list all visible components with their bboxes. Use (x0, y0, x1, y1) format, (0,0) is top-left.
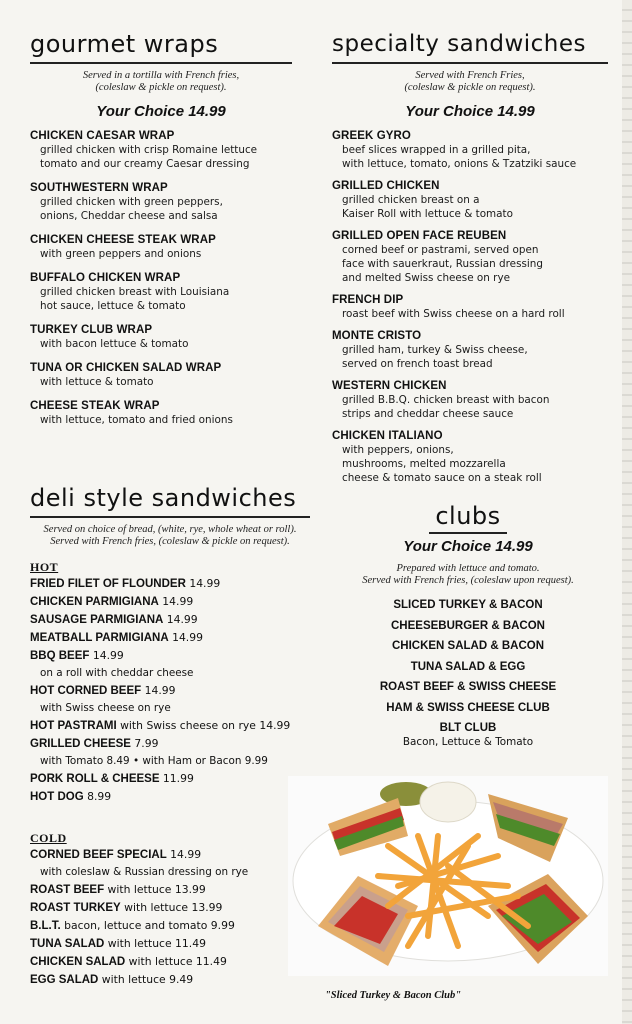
specialty-item-name: CHICKEN ITALIANO (332, 430, 443, 442)
cold-item-detail: with coleslaw & Russian dressing on rye (40, 866, 249, 878)
clubs-title: clubs (429, 502, 506, 534)
wrap-item-name: SOUTHWESTERN WRAP (30, 182, 168, 194)
hot-item-price: 8.99 (83, 790, 112, 803)
specialty-item-name: GRILLED CHICKEN (332, 180, 440, 192)
specialty-item-desc: roast beef with Swiss cheese on a hard roll (342, 308, 565, 320)
specialty-item-name: MONTE CRISTO (332, 330, 422, 342)
hot-item-price: 14.99 (89, 649, 124, 662)
cold-item-price: with lettuce 13.99 (120, 901, 223, 914)
wrap-item-desc: with green peppers and onions (40, 248, 202, 260)
wrap-item-desc: grilled chicken with crisp Romaine lettuce (40, 144, 258, 156)
specialty-item-desc: corned beef or pastrami, served open (342, 244, 539, 256)
wrap-item-desc: with lettuce, tomato and fried onions (40, 414, 233, 426)
wrap-item (30, 129, 292, 171)
club-item: HAM & SWISS CHEESE CLUB (386, 701, 550, 714)
hot-item (30, 611, 310, 629)
specialty-item (332, 293, 608, 321)
specialty-item (332, 379, 608, 421)
hot-item-name: SAUSAGE PARMIGIANA (30, 614, 164, 626)
specialty-item (332, 179, 608, 221)
specialty-rule (332, 62, 608, 64)
specialty-item (332, 429, 608, 485)
hot-item-price: 14.99 (168, 631, 203, 644)
cold-item (30, 935, 310, 953)
specialty-item (332, 229, 608, 285)
wrap-item-desc: grilled chicken breast with Louisiana (40, 286, 230, 298)
club-item: ROAST BEEF & SWISS CHEESE (379, 681, 557, 693)
hot-item-detail: with Swiss cheese on rye (40, 702, 171, 714)
hot-item-detail: on a roll with cheddar cheese (40, 667, 194, 679)
wrap-item (30, 399, 292, 427)
specialty-subtitle-line1: Served with French Fries, (415, 70, 525, 81)
deli-title: deli style sandwiches (30, 484, 297, 512)
hot-item (30, 770, 310, 788)
hot-item-name: GRILLED CHEESE (30, 738, 131, 750)
club-sandwich-illustration (288, 776, 608, 976)
hot-item-price: 7.99 (130, 737, 159, 750)
wraps-subtitle-line1: Served in a tortilla with French fries, (82, 70, 240, 81)
hot-item-name: PORK ROLL & CHEESE (30, 773, 160, 785)
cold-item (30, 899, 310, 917)
clubs-section (334, 502, 602, 749)
club-item: TUNA SALAD & EGG (410, 660, 526, 673)
hot-item-price: 14.99 (158, 595, 194, 608)
hot-item-name: HOT DOG (30, 791, 84, 803)
club-item: BLT CLUB (439, 722, 497, 734)
specialty-item-desc: mushrooms, melted mozzarella (342, 458, 506, 470)
club-item-desc: Bacon, Lettuce & Tomato (402, 735, 534, 748)
hot-item-detail: with Tomato 8.49 • with Ham or Bacon 9.99 (40, 755, 268, 767)
cold-item-name: CORNED BEEF SPECIAL (30, 849, 167, 861)
cold-item-price: bacon, lettuce and tomato 9.99 (60, 919, 235, 932)
hot-item (30, 735, 310, 753)
wrap-item (30, 181, 292, 223)
wraps-title: gourmet wraps (30, 30, 219, 58)
cold-item-name: ROAST BEEF (30, 884, 105, 896)
hot-item (30, 717, 310, 735)
cold-item (30, 953, 310, 971)
clubs-list (334, 595, 602, 749)
specialty-list (332, 129, 608, 485)
wraps-choice: Your Choice 14.99 (96, 103, 226, 120)
wrap-item (30, 361, 292, 389)
specialty-item-desc: beef slices wrapped in a grilled pita, (342, 144, 531, 156)
wrap-item-name: CHICKEN CAESAR WRAP (30, 130, 175, 142)
hot-item-price: 14.99 (141, 684, 176, 697)
specialty-item-name: GREEK GYRO (332, 130, 411, 142)
cold-item-price: with lettuce 11.49 (104, 937, 206, 950)
hot-item (30, 788, 310, 806)
wrap-item-name: TUNA OR CHICKEN SALAD WRAP (30, 362, 222, 374)
cold-item (30, 971, 310, 989)
wrap-item-name: CHEESE STEAK WRAP (30, 400, 160, 412)
deli-subtitle (30, 524, 310, 548)
specialty-item-desc: cheese & tomato sauce on a steak roll (342, 472, 542, 484)
hot-item-price: with Swiss cheese on rye 14.99 (116, 719, 291, 732)
deli-subtitle-line2: Served with French fries, (coleslaw & pickle on request). (50, 536, 290, 547)
club-item: CHICKEN SALAD & BACON (391, 640, 545, 652)
specialty-item-desc: with peppers, onions, (342, 444, 454, 456)
clubs-subtitle (334, 563, 602, 587)
cold-item-price: 14.99 (166, 848, 202, 861)
wrap-item-name: CHICKEN CHEESE STEAK WRAP (30, 234, 216, 246)
hot-item-name: FRIED FILET OF FLOUNDER (30, 578, 186, 590)
specialty-item-desc: grilled chicken breast on a (342, 194, 480, 206)
hot-item-name: MEATBALL PARMIGIANA (30, 632, 169, 644)
specialty-item-name: GRILLED OPEN FACE REUBEN (332, 230, 507, 242)
specialty-item-name: FRENCH DIP (332, 294, 404, 306)
wrap-item-name: BUFFALO CHICKEN WRAP (30, 272, 181, 284)
hot-item-price: 14.99 (185, 577, 221, 590)
deli-section (30, 484, 310, 989)
specialty-item (332, 329, 608, 371)
cold-item (30, 917, 310, 935)
hot-item-name: BBQ BEEF (30, 650, 90, 662)
cold-item (30, 846, 310, 864)
specialty-item-desc: served on french toast bread (342, 358, 493, 370)
wraps-rule (30, 62, 292, 64)
cold-item-name: ROAST TURKEY (30, 902, 121, 914)
hot-item (30, 575, 310, 593)
clubs-subtitle-line2: Served with French fries, (coleslaw upon request). (362, 575, 574, 586)
hot-item (30, 682, 310, 700)
cold-item (30, 881, 310, 899)
specialty-item-desc: and melted Swiss cheese on rye (342, 272, 510, 284)
specialty-item-desc: with lettuce, tomato, onions & Tzatziki sauce (342, 158, 577, 170)
photo-caption: "Sliced Turkey & Bacon Club" (324, 990, 462, 1001)
specialty-item (332, 129, 608, 171)
specialty-item-desc: grilled B.B.Q. chicken breast with bacon (342, 394, 550, 406)
cold-list (30, 846, 310, 989)
club-item: CHEESEBURGER & BACON (391, 619, 545, 632)
specialty-item-desc: face with sauerkraut, Russian dressing (342, 258, 543, 270)
specialty-choice: Your Choice 14.99 (405, 103, 535, 120)
club-sandwich-photo (288, 776, 608, 976)
cold-item-name: TUNA SALAD (30, 938, 105, 950)
wraps-list (30, 129, 292, 427)
wrap-item-desc: with lettuce & tomato (40, 376, 154, 388)
wraps-subtitle (30, 70, 292, 94)
hot-header: HOT (30, 560, 59, 574)
wrap-item-desc: tomato and our creamy Caesar dressing (40, 158, 250, 170)
page-edge (622, 0, 632, 1024)
wrap-item-desc: grilled chicken with green peppers, (40, 196, 223, 208)
wrap-item (30, 233, 292, 261)
clubs-subtitle-line1: Prepared with lettuce and tomato. (396, 563, 540, 574)
specialty-section (332, 30, 608, 493)
wraps-subtitle-line2: (coleslaw & pickle on request). (95, 82, 227, 93)
wrap-item (30, 271, 292, 313)
club-item: SLICED TURKEY & BACON (393, 599, 543, 611)
deli-subtitle-line1: Served on choice of bread, (white, rye, whole wheat or roll). (43, 524, 297, 535)
specialty-item-desc: grilled ham, turkey & Swiss cheese, (342, 344, 528, 356)
cold-item-name: EGG SALAD (30, 974, 99, 986)
hot-item-price: 14.99 (163, 613, 198, 626)
wrap-item-desc: with bacon lettuce & tomato (40, 338, 189, 350)
cold-item-price: with lettuce 11.49 (125, 955, 227, 968)
hot-item-name: HOT PASTRAMI (30, 720, 117, 732)
cold-item-name: B.L.T. (30, 920, 61, 932)
clubs-title-wrap (334, 502, 602, 534)
specialty-subtitle (332, 70, 608, 94)
hot-item (30, 629, 310, 647)
wraps-section (30, 30, 292, 437)
hot-item-price: 11.99 (159, 772, 194, 785)
wrap-item-desc: onions, Cheddar cheese and salsa (40, 210, 218, 222)
hot-item (30, 647, 310, 665)
hot-list (30, 575, 310, 806)
cold-item-price: with lettuce 13.99 (104, 883, 206, 896)
wrap-item-desc: hot sauce, lettuce & tomato (40, 300, 186, 312)
specialty-item-desc: strips and cheddar cheese sauce (342, 408, 514, 420)
specialty-title: specialty sandwiches (332, 31, 587, 57)
hot-item (30, 593, 310, 611)
clubs-choice: Your Choice 14.99 (403, 538, 533, 555)
hot-item-name: CHICKEN PARMIGIANA (30, 596, 159, 608)
specialty-item-name: WESTERN CHICKEN (332, 380, 447, 392)
hot-item-name: HOT CORNED BEEF (30, 685, 142, 697)
cold-item-price: with lettuce 9.49 (98, 973, 194, 986)
deli-rule (30, 516, 310, 518)
specialty-item-desc: Kaiser Roll with lettuce & tomato (342, 208, 513, 220)
cold-header: COLD (30, 831, 67, 845)
cold-item-name: CHICKEN SALAD (30, 956, 126, 968)
specialty-subtitle-line2: (coleslaw & pickle on request). (404, 82, 536, 93)
wrap-item-name: TURKEY CLUB WRAP (30, 324, 153, 336)
wrap-item (30, 323, 292, 351)
